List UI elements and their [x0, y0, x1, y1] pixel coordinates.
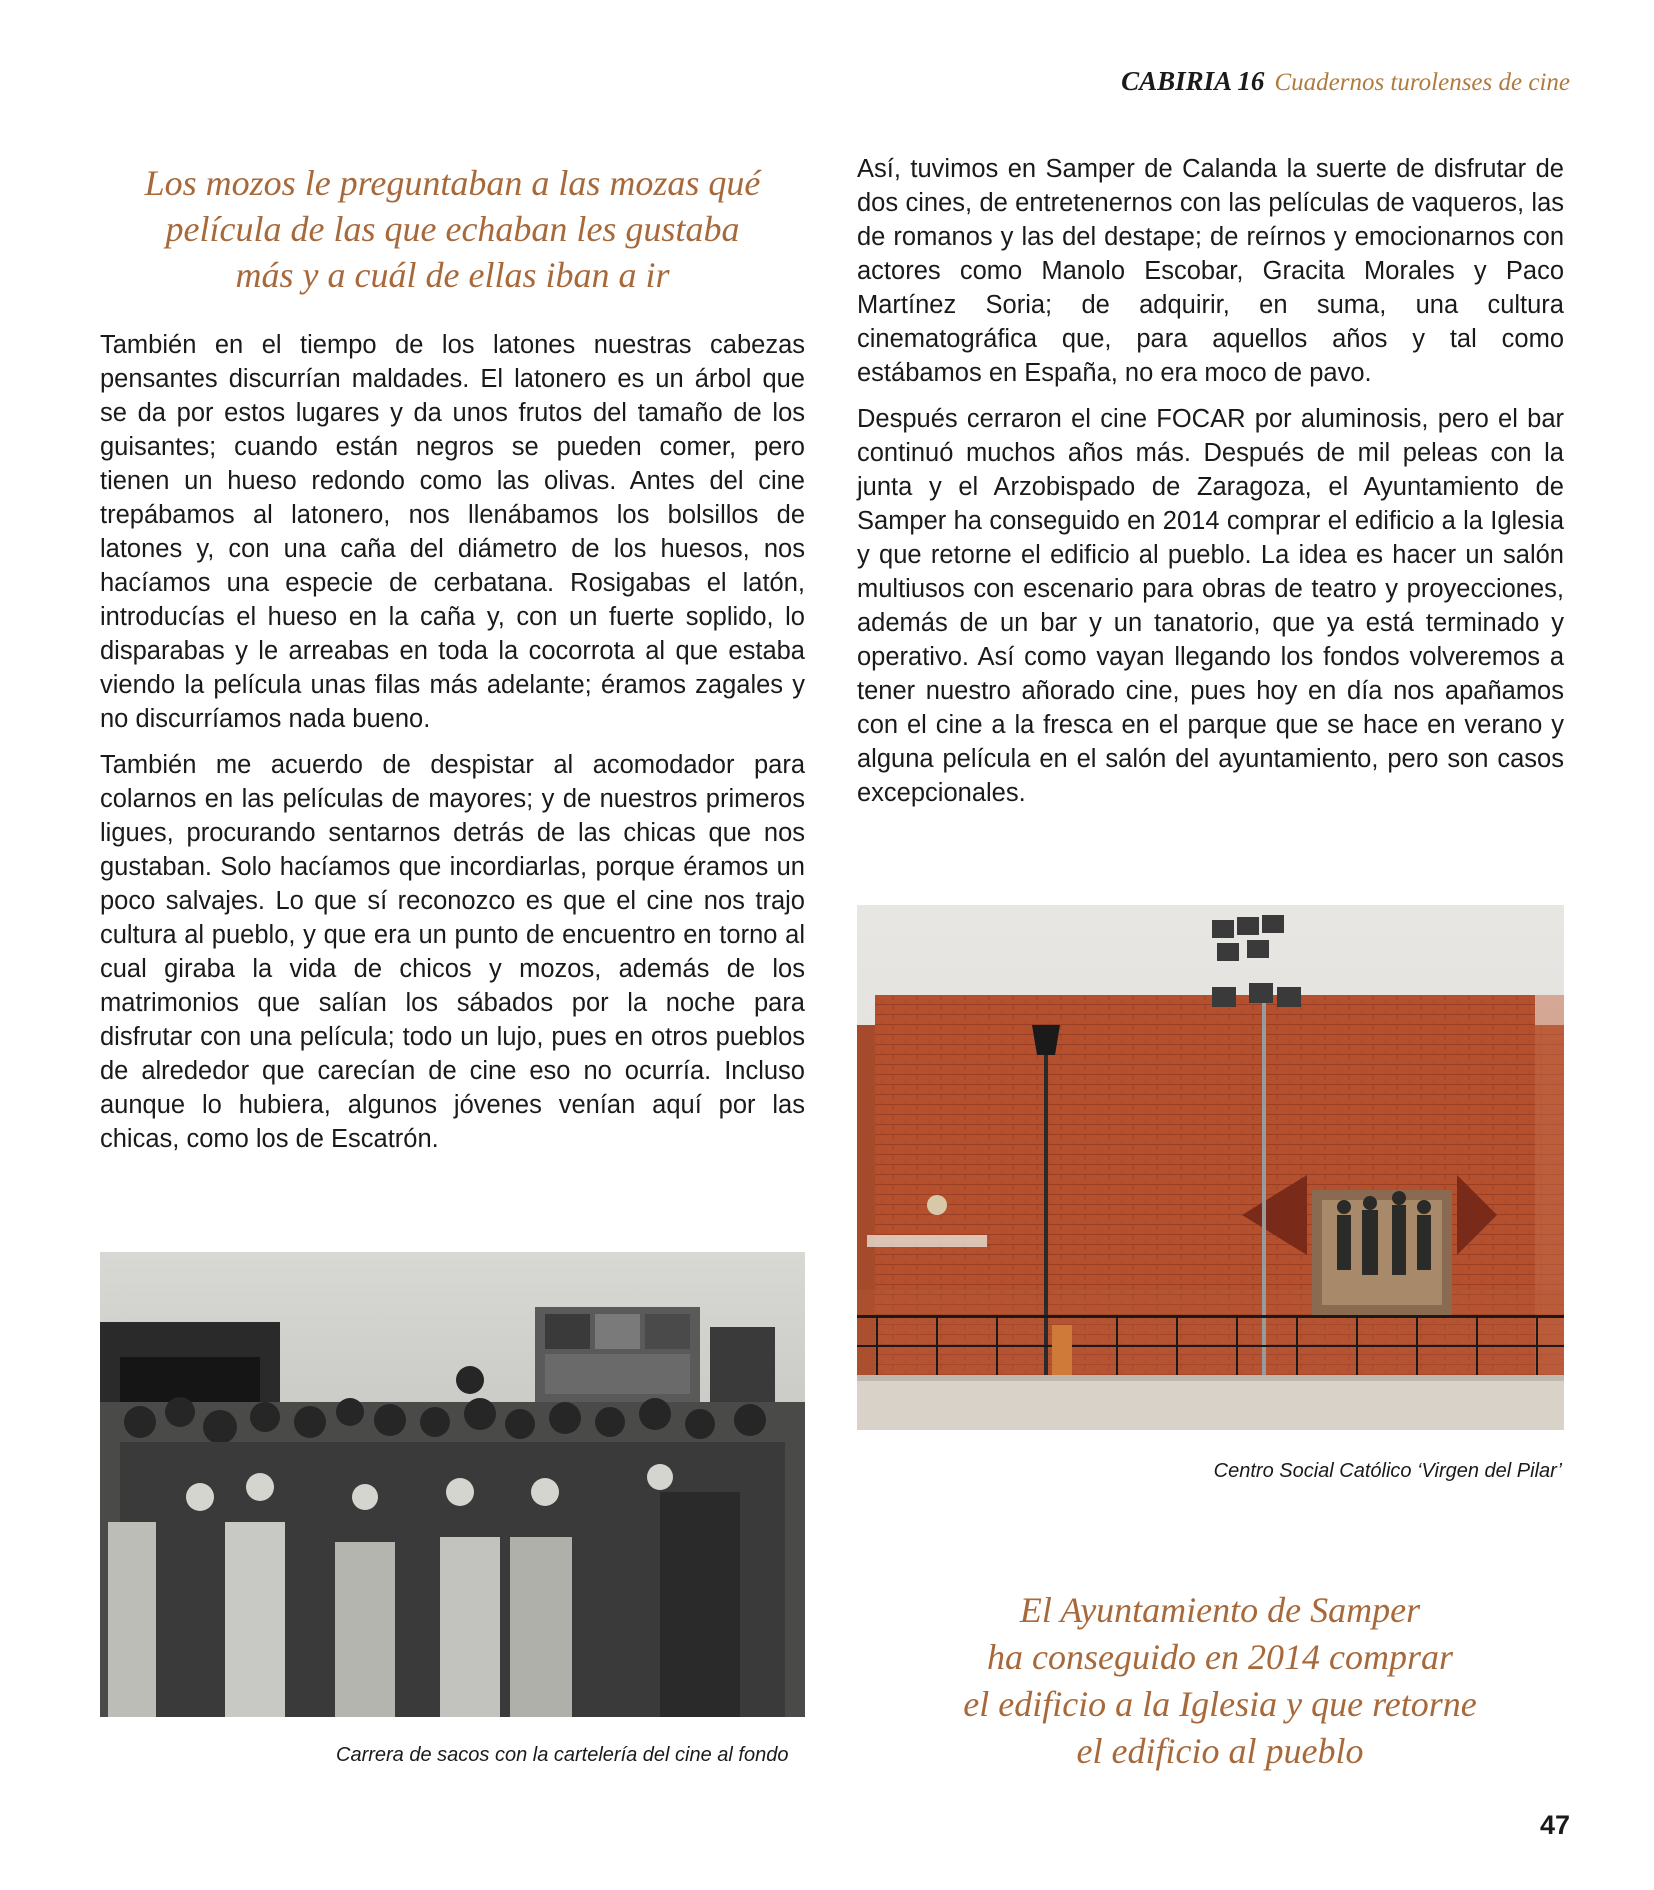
sack-race-photo [100, 1252, 805, 1717]
pullquote-line: Los mozos le preguntaban a las mozas qué [144, 163, 761, 203]
body-paragraph: Después cerraron el cine FOCAR por aluminosis, pero el bar continuó muchos años más. Después de mil peleas con la junta y el Arzobispado de Zaragoza, el Ayuntamiento de Samper ha conseguido en 2014 comprar el edificio a la Iglesia y que retorne el edificio al pueblo. La idea es hacer un salón multiusos con escenario para obras de teatro y proyecciones, además de un bar y un tanatorio, que ya está terminado y operativo. Así como vayan llegando los fondos volveremos a tener nuestro añorado cine, pues hoy en día nos apañamos con el cine a la fresca en el parque que se hace en verano y alguna película en el salón del ayuntamiento, pero son casos excepcionales. [857, 405, 1564, 807]
left-pullquote [100, 160, 805, 298]
running-header [1121, 66, 1570, 97]
right-column [857, 152, 1564, 822]
body-paragraph: También en el tiempo de los latones nuestras cabezas pensantes discurrían maldades. El latonero es un árbol que se da por estos lugares y da unos frutos del tamaño de los guisantes; cuando están negros se pueden comer, pero tienen un hueso redondo como las olivas. Antes del cine trepábamos al latonero, nos llenábamos los bolsillos de latones y, con una caña del diámetro de los huesos, nos hacíamos una especie de cerbatana. Rosigabas el latón, introducías el hueso en la caña y, con un fuerte soplido, lo disparabas y le arreabas en toda la cocorrota al que estaba viendo la película unas filas más adelante; éramos zagales y no discurríamos nada bueno. [100, 331, 805, 733]
journal-title: CABIRIA 16 [1121, 66, 1265, 96]
building-photo [857, 905, 1564, 1430]
right-pullquote [920, 1587, 1520, 1775]
sack-race-caption: Carrera de sacos con la cartelería del cine al fondo [336, 1744, 789, 1766]
pullquote-line: más y a cuál de ellas iban a ir [235, 255, 670, 295]
building-caption: Centro Social Católico ‘Virgen del Pilar’ [1213, 1460, 1562, 1482]
pullquote-line: el edificio a la Iglesia y que retorne [963, 1684, 1477, 1724]
pullquote-line: El Ayuntamiento de Samper [1019, 1590, 1421, 1630]
page-number: 47 [1539, 1810, 1570, 1840]
journal-subtitle: Cuadernos turolenses de cine [1274, 69, 1570, 96]
body-paragraph: Así, tuvimos en Samper de Calanda la suerte de disfrutar de dos cines, de entretenernos con las películas de vaqueros, las de romanos y las del destape; de reírnos y emocionarnos con actores como Manolo Escobar, Gracita Morales y Paco Martínez Soria; de adquirir, en suma, una cultura cinematográfica que, para aquellos años y tal como estábamos en España, no era moco de pavo. [857, 155, 1564, 387]
left-column [100, 160, 805, 1168]
pullquote-line: el edificio al pueblo [1076, 1731, 1364, 1771]
body-paragraph: También me acuerdo de despistar al acomodador para colarnos en las películas de mayores; y de nuestros primeros ligues, procurando sentarnos detrás de las chicas que nos gustaban. Solo hacíamos que incordiarlas, porque éramos un poco salvajes. Lo que sí reconozco es que el cine nos trajo cultura al pueblo, y que era un punto de encuentro en torno al cual giraba la vida de chicos y mozos, además de los matrimonios que salían los sábados por la noche para disfrutar con una película; todo un lujo, pues en otros pueblos de alrededor que carecían de cine eso no ocurría. Incluso aunque lo hubiera, algunos jóvenes venían aquí por las chicas, como los de Escatrón. [100, 751, 805, 1153]
pullquote-line: película de las que echaban les gustaba [165, 209, 740, 249]
pullquote-line: ha conseguido en 2014 comprar [987, 1637, 1453, 1677]
